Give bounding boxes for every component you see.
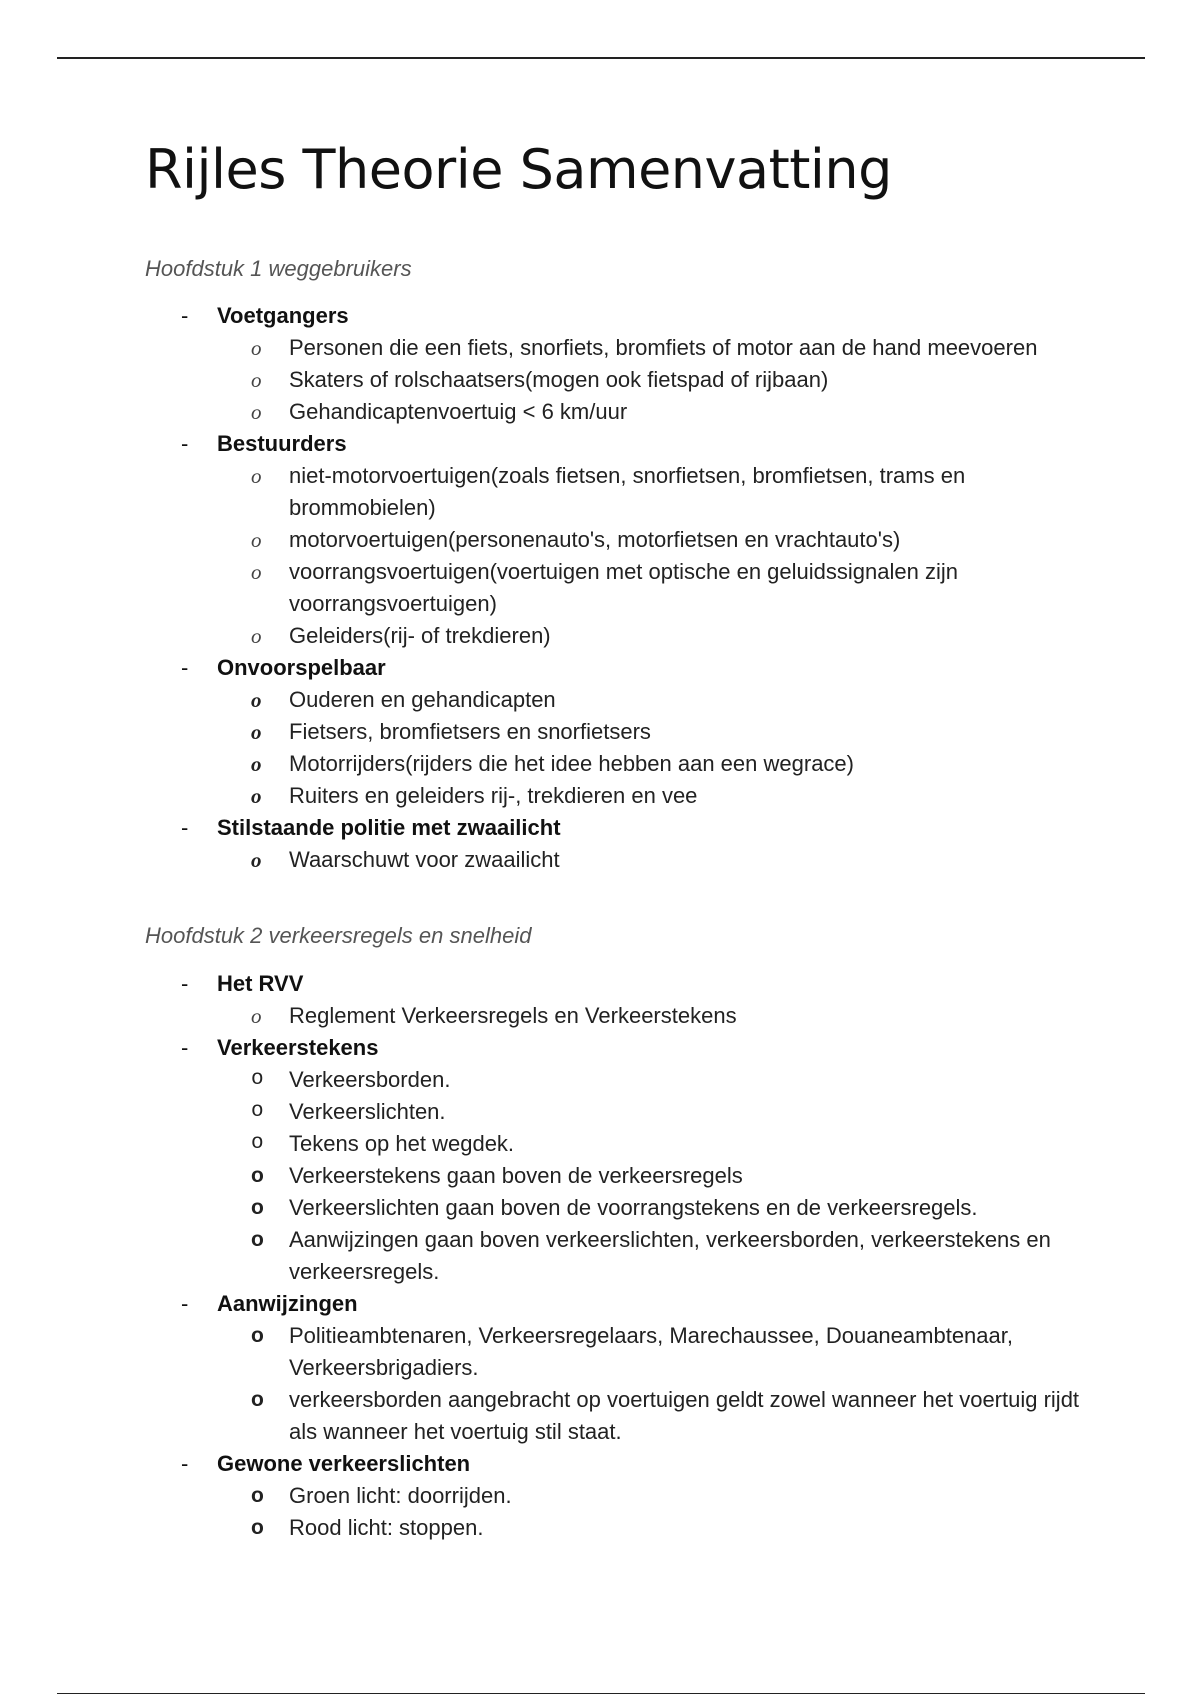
circle-bullet-icon: o	[251, 1004, 262, 1028]
circle-bullet-icon: o	[251, 688, 262, 712]
top-rule	[57, 57, 1145, 59]
dash-bullet: -	[181, 655, 189, 680]
sub-item: o Ruiters en geleiders rij-, trekdieren en vee	[145, 780, 1105, 812]
dash-bullet: -	[181, 815, 189, 840]
circle-bullet-icon: o	[251, 464, 262, 488]
list-item-aanwijzingen	[145, 1288, 1105, 1448]
circle-bullet-icon: o	[251, 1484, 264, 1507]
sub-item: o Verkeerslichten gaan boven de voorrangstekens en de verkeersregels.	[145, 1192, 1105, 1224]
chapter-2-heading: Hoofdstuk 2 verkeersregels en snelheid	[145, 923, 532, 948]
item-label: Het RVV	[217, 971, 304, 996]
dash-bullet: -	[181, 431, 189, 456]
sub-item: o Personen die een fiets, snorfiets, bromfiets of motor aan de hand meevoeren	[145, 332, 1105, 364]
bottom-rule	[57, 1693, 1145, 1694]
item-label: Voetgangers	[217, 303, 349, 328]
list-item-bestuurders	[145, 428, 1105, 652]
circle-bullet-icon: o	[251, 624, 262, 648]
circle-bullet-icon: o	[251, 336, 262, 360]
circle-bullet-icon: o	[251, 1164, 264, 1187]
circle-bullet-icon: o	[251, 400, 262, 424]
list-item-het-rvv	[145, 968, 1105, 1032]
circle-bullet-icon: o	[251, 560, 262, 584]
list-item-gewone-verkeerslichten	[145, 1448, 1105, 1544]
sub-item: o Geleiders(rij- of trekdieren)	[145, 620, 1105, 652]
sub-item: o Rood licht: stoppen.	[145, 1512, 1105, 1544]
sub-item: o Aanwijzingen gaan boven verkeerslichten, verkeersborden, verkeerstekens en verkeersregels.	[145, 1224, 1105, 1288]
list-item-verkeerstekens	[145, 1032, 1105, 1288]
circle-bullet-icon: o	[251, 1388, 264, 1411]
sub-item: o Verkeerslichten.	[145, 1096, 1105, 1128]
circle-bullet-icon: o	[251, 1132, 264, 1155]
circle-bullet-icon: o	[251, 528, 262, 552]
dash-bullet: -	[181, 303, 189, 328]
chapter-2-list	[145, 968, 1105, 1544]
dash-bullet: -	[181, 1035, 189, 1060]
sub-item: o verkeersborden aangebracht op voertuigen geldt zowel wanneer het voertuig rijdt als wanneer het voertuig stil staat.	[145, 1384, 1105, 1448]
item-label: Verkeerstekens	[217, 1035, 379, 1060]
sub-item: o Motorrijders(rijders die het idee hebben aan een wegrace)	[145, 748, 1105, 780]
dash-bullet: -	[181, 971, 189, 996]
item-label: Bestuurders	[217, 431, 347, 456]
list-item-voetgangers	[145, 300, 1105, 428]
circle-bullet-icon: o	[251, 368, 262, 392]
item-label: Stilstaande politie met zwaailicht	[217, 815, 561, 840]
sub-item: o Gehandicaptenvoertuig < 6 km/uur	[145, 396, 1105, 428]
list-item-stilstaande-politie	[145, 812, 1105, 876]
list-item-onvoorspelbaar	[145, 652, 1105, 812]
item-label: Aanwijzingen	[217, 1291, 358, 1316]
chapter-1-heading: Hoofdstuk 1 weggebruikers	[145, 256, 412, 281]
circle-bullet-icon: o	[251, 1516, 264, 1539]
chapter-1-list	[145, 300, 1105, 876]
circle-bullet-icon: o	[251, 848, 262, 872]
sub-item: o Ouderen en gehandicapten	[145, 684, 1105, 716]
circle-bullet-icon: o	[251, 784, 262, 808]
circle-bullet-icon: o	[251, 1068, 264, 1091]
dash-bullet: -	[181, 1291, 189, 1316]
sub-item: o Waarschuwt voor zwaailicht	[145, 844, 1105, 876]
sub-item: o voorrangsvoertuigen(voertuigen met optische en geluidssignalen zijn voorrangsvoertuigen)	[145, 556, 1105, 620]
sub-item: o Skaters of rolschaatsers(mogen ook fietspad of rijbaan)	[145, 364, 1105, 396]
sub-item: o niet-motorvoertuigen(zoals fietsen, snorfietsen, bromfietsen, trams en brommobielen)	[145, 460, 1105, 524]
sub-item: o Politieambtenaren, Verkeersregelaars, Marechaussee, Douaneambtenaar, Verkeersbrigadiers.	[145, 1320, 1105, 1384]
circle-bullet-icon: o	[251, 1196, 264, 1219]
circle-bullet-icon: o	[251, 720, 262, 744]
sub-item: o Verkeerstekens gaan boven de verkeersregels	[145, 1160, 1105, 1192]
sub-item: o motorvoertuigen(personenauto's, motorfietsen en vrachtauto's)	[145, 524, 1105, 556]
item-label: Gewone verkeerslichten	[217, 1451, 471, 1476]
circle-bullet-icon: o	[251, 1100, 264, 1123]
circle-bullet-icon: o	[251, 1324, 264, 1347]
page-title: Rijles Theorie Samenvatting	[145, 138, 892, 201]
dash-bullet: -	[181, 1451, 189, 1476]
circle-bullet-icon: o	[251, 752, 262, 776]
sub-item: o Groen licht: doorrijden.	[145, 1480, 1105, 1512]
sub-item: o Fietsers, bromfietsers en snorfietsers	[145, 716, 1105, 748]
sub-item: o Reglement Verkeersregels en Verkeerstekens	[145, 1000, 1105, 1032]
sub-item: o Verkeersborden.	[145, 1064, 1105, 1096]
circle-bullet-icon: o	[251, 1228, 264, 1251]
item-label: Onvoorspelbaar	[217, 655, 386, 680]
sub-item: o Tekens op het wegdek.	[145, 1128, 1105, 1160]
